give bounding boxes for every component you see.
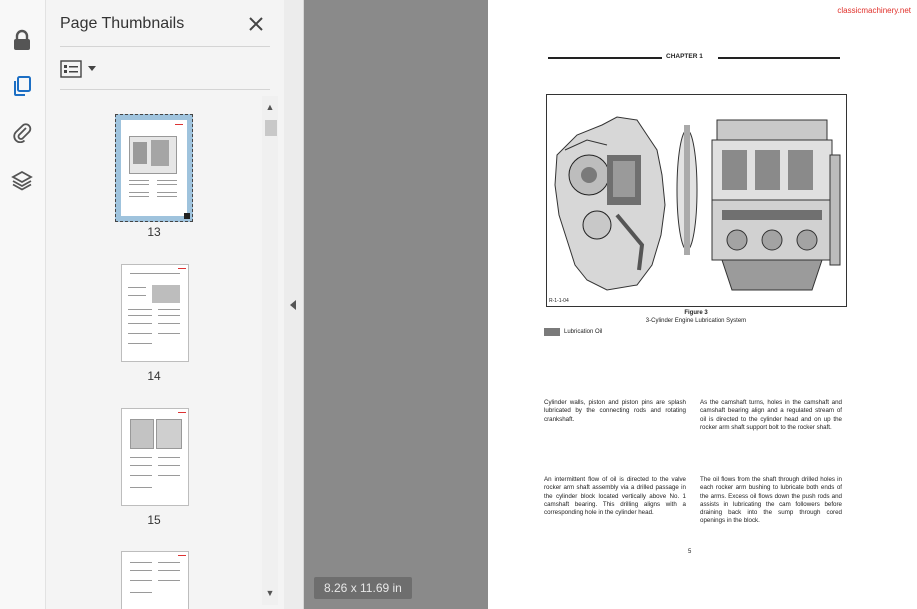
paragraph: Cylinder walls, piston and piston pins are splash lubricated by the connecting rods and rotating crankshaft. [544, 399, 686, 423]
thumbnail-page-14[interactable] [121, 264, 189, 362]
figure-tag: R-1-1-04 [549, 298, 569, 304]
watermark: classicmachinery.net [837, 6, 911, 15]
chevron-down-icon [88, 66, 96, 72]
engine-figure [546, 94, 847, 307]
list-icon [60, 60, 82, 78]
figure-subtitle: 3-Cylinder Engine Lubrication System [645, 318, 747, 324]
lock-icon[interactable] [10, 28, 34, 52]
paragraph: An intermittent flow of oil is directed to the valve rocker arm shaft assembly via a drilled passage in the cylinder block located vertically above No. 1 camshaft bearing. This drilling aligns with a corresponding hole in the cylinder head. [544, 476, 686, 517]
thumbnail-scrollbar[interactable] [262, 96, 278, 605]
pages-icon[interactable] [10, 74, 34, 98]
divider [60, 46, 270, 47]
legend-label: Lubrication Oil [564, 329, 603, 335]
scroll-thumb[interactable] [265, 120, 277, 136]
tool-rail [0, 0, 46, 609]
figure-title: Figure 3 [684, 310, 708, 316]
legend-swatch [544, 328, 560, 336]
thumbnail-page-13[interactable] [115, 114, 193, 222]
chapter-title: CHAPTER 1 [666, 53, 703, 60]
panel-collapse-handle[interactable] [284, 0, 304, 609]
document-page [488, 0, 917, 609]
close-icon[interactable] [246, 14, 266, 34]
divider [60, 89, 270, 90]
chevron-left-icon [290, 300, 296, 310]
paragraph: As the camshaft turns, holes in the camshaft and camshaft bearing align and a regulated stream of oil is directed to the cylinder head and on up the rocker arm shaft support bolt to the rocker shaft. [700, 399, 842, 431]
thumbnail-page-number: 14 [147, 369, 161, 383]
chapter-header [548, 52, 840, 68]
page-size-badge: 8.26 x 11.69 in [314, 577, 412, 599]
attachment-icon[interactable] [10, 120, 34, 144]
page-number: 5 [688, 549, 692, 555]
paragraph: The oil flows from the shaft through drilled holes in each rocker arm bushing to lubricate both ends of the arms. Excess oil flows down the push rods and assists in lubricating the cam followers before draining back into the sump through cored openings in the block. [700, 476, 842, 525]
panel-title: Page Thumbnails [60, 15, 185, 32]
document-viewer [304, 0, 917, 609]
layers-icon[interactable] [10, 168, 34, 192]
thumbnail-page-16[interactable] [121, 551, 189, 609]
thumbnail-options-button[interactable] [60, 58, 100, 80]
thumbnail-page-number: 15 [147, 513, 161, 527]
thumbnail-page-15[interactable] [121, 408, 189, 506]
thumbnail-page-number: 13 [147, 225, 161, 239]
scroll-down-icon[interactable]: ▼ [265, 588, 275, 598]
scroll-up-icon[interactable]: ▲ [265, 102, 275, 112]
thumbnails-panel [46, 0, 285, 609]
thumbnail-list [46, 96, 262, 609]
